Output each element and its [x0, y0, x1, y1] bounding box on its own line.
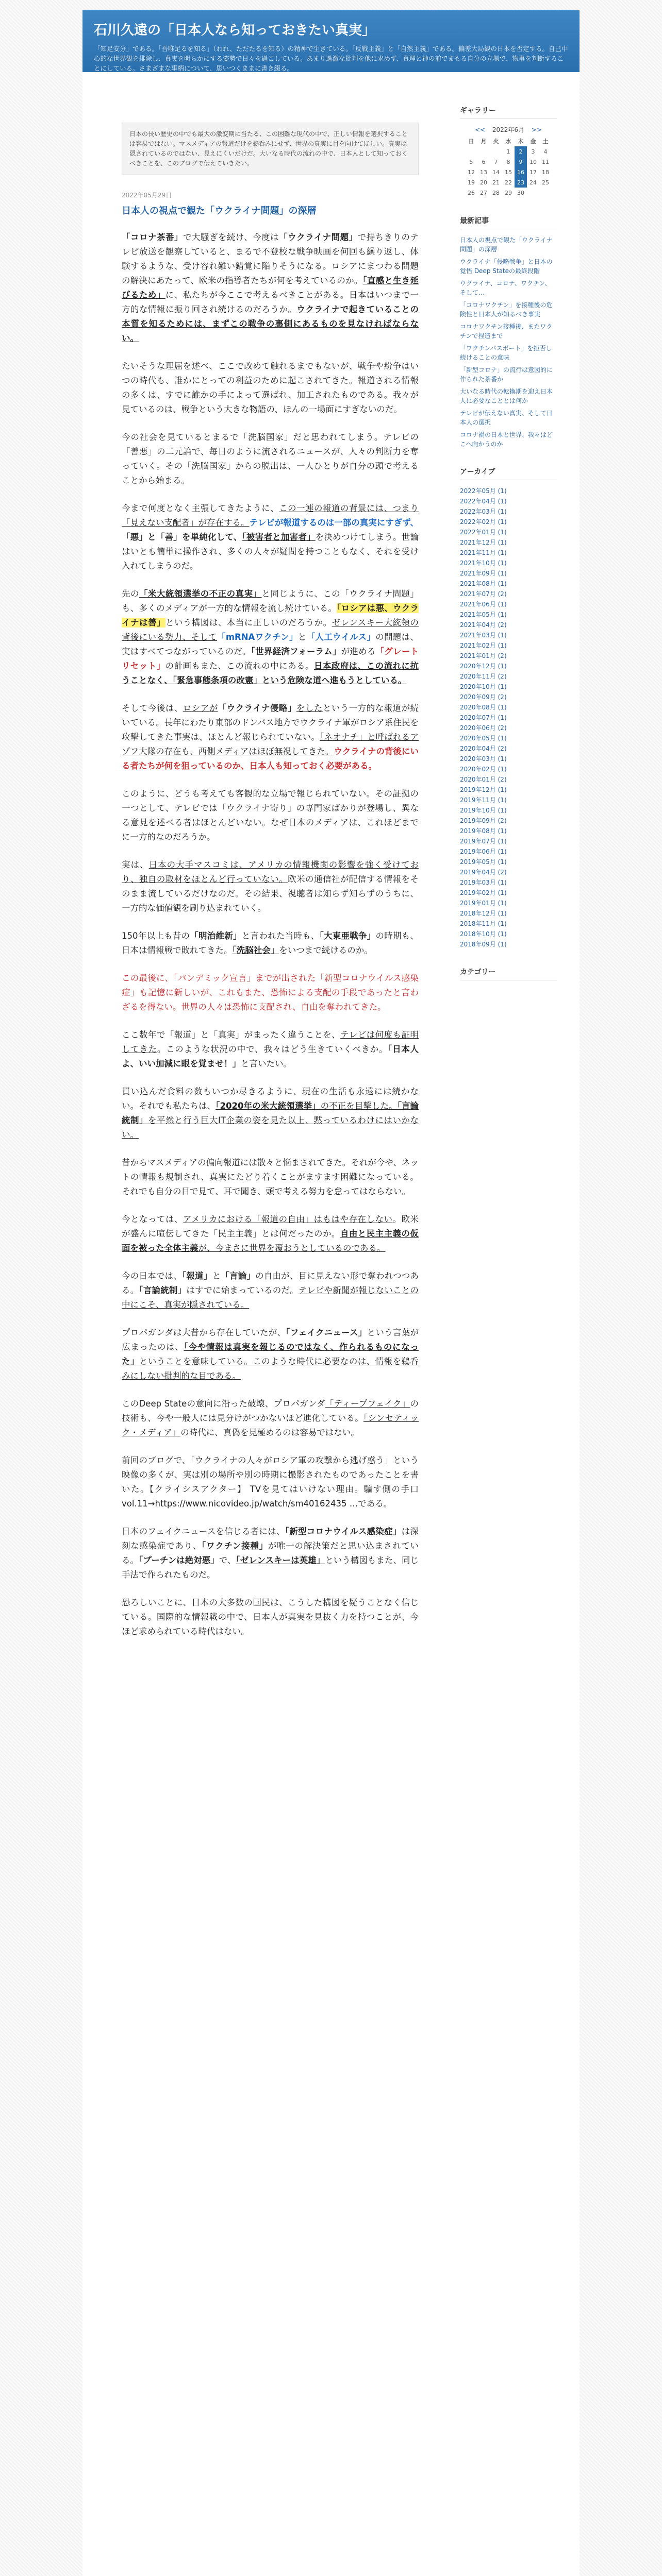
text: 「ネオナチ」と呼ばれるアゾフ大隊の存在も、西側メディアはほぼ無視してきた。 — [122, 732, 419, 756]
archive-link[interactable]: 2021年12月 (1) — [460, 539, 507, 546]
paragraph — [122, 230, 419, 346]
text: をした — [296, 703, 323, 713]
site-description: 「知足安分」である。「吾唯足るを知る」（われ、ただたるを知る）の精神で生きている。「反戦主義」と「自然主義」である。偏差大局観の日本を否定する。自己中心的な世界観を排除し、真実を明らかにする姿勢で日々を過ごしている。あまり過激な批判を他に求めず、真理と神の前でまもる自分の立場で、物事を判断することにしている。さまざまな事柄について、思いつくままに書き綴る。 — [94, 45, 568, 72]
archive-link[interactable]: 2021年06月 (1) — [460, 601, 507, 608]
text: ということを意味している。このような時代に必要なのは、情報を鵜呑みにしない批判的な目である。 — [122, 1357, 419, 1381]
text: を平然と行う巨大IT企業の姿を見た以上、黙っているわけにはいかない。 — [122, 1115, 419, 1140]
gallery-heading: ギャラリー — [460, 105, 557, 119]
emphasis: 「明治維新」 — [190, 931, 242, 941]
archive-link[interactable]: 2020年02月 (1) — [460, 766, 507, 773]
calendar-day[interactable]: 21 — [492, 179, 500, 186]
emphasis: 日本政府は、この流れに抗うことなく、「緊急事態条項の改憲」という危険な道へ進もうとしている。 — [122, 661, 419, 685]
weekday: 日 — [468, 138, 474, 145]
text: の時期も、日本は情報戦で敗れてきた。 — [122, 931, 419, 955]
calendar-day[interactable]: 2 — [515, 146, 527, 157]
emphasis: 「プーチンは絶対悪」 — [139, 1555, 219, 1565]
weekday: 土 — [542, 138, 549, 145]
emphasis: 「悪」と「善」を単純化して、 — [122, 532, 242, 542]
recent-post-link[interactable]: ウクライナ、コロナ、ワクチン、そして… — [460, 280, 551, 296]
calendar-day[interactable]: 29 — [505, 189, 512, 196]
text: に、私たちが今ここで考えるべきことがある。日本はいつまで一方的な情報に振り回され続けるのだろうか。 — [122, 290, 419, 314]
site-header — [82, 10, 580, 72]
archive-link[interactable]: 2019年08月 (1) — [460, 827, 507, 835]
weekday: 金 — [530, 138, 536, 145]
post-date: 2022年05月29日 — [122, 192, 172, 199]
paragraph — [122, 587, 419, 688]
calendar-day[interactable]: 17 — [529, 168, 537, 176]
text: ここ数年で「報道」と「真実」がまったく違うことを、 — [122, 1030, 341, 1040]
emphasis: ウクライナの背後にいる者たちが何を狙っているのか、日本人も知っておく必要がある。 — [122, 747, 419, 771]
emphasis: 「米大統領選挙の不正の真実」 — [139, 589, 262, 599]
emphasis: ウクライナで起きていることの本質を知るためには、まずこの戦争の裏側にあるものを見なければならない。 — [122, 304, 419, 343]
archive-link[interactable]: 2020年07月 (1) — [460, 714, 507, 721]
paragraph — [122, 1028, 419, 1071]
archive-link[interactable]: 2020年11月 (2) — [460, 673, 507, 680]
calendar-prev-link[interactable]: << — [474, 126, 486, 133]
archive-link[interactable]: 2018年11月 (1) — [460, 920, 507, 927]
archive-link[interactable]: 2021年10月 (1) — [460, 560, 507, 567]
calendar-day[interactable]: 6 — [482, 158, 486, 165]
text: 。欧米が盛んに喧伝してきた「民主主義」とは何だったのか。 — [122, 1214, 419, 1239]
text: テレビは何度も証明してきた — [122, 1030, 419, 1054]
emphasis: 「人工ウイルス」 — [306, 632, 376, 642]
paragraph — [122, 1397, 419, 1440]
weekday: 月 — [481, 138, 487, 145]
paragraph: 前回のブログで、「ウクライナの人々がロシア軍の攻撃から逃げ惑う」という映像の多くが、実は別の場所や別の時期に撮影されたものであったことを書いた。【クライシスアクター】 TVを見てはいけない理由。騙す側の手口 vol.11→https://www.nicovideo.jp/watch/sm40162435 …である。 — [122, 1455, 419, 1509]
text: 実は、 — [122, 860, 149, 870]
emphasis: 「新型コロナウイルス感染症」 — [285, 1527, 402, 1536]
text: と同じように、この「ウクライナ問題」も、多くのメディアが一方的な情報を流し続けている。 — [122, 589, 419, 613]
text: をいつまで続けるのか。 — [279, 945, 373, 955]
calendar-week — [465, 157, 552, 167]
text: が進める — [341, 647, 376, 656]
text: の時代に、真偽を見極めるのは容易ではない。 — [180, 1428, 359, 1437]
text: 「ディープフェイク」 — [325, 1399, 410, 1409]
paragraph: このように、どうも考えても客観的な立場で報じられていない。その証拠の一つとして、テレビでは「ウクライナ寄り」の専門家ばかりが登場し、異なる意見を述べる者はほとんどいない。なぜ日本のメディアは、これほどまでに一方的なのだろうか。 — [122, 789, 419, 842]
text: の不正を目撃した。 — [320, 1101, 398, 1111]
paragraph — [122, 1084, 419, 1142]
recent-post-link[interactable]: コロナ禍の日本と世界、我々はどこへ向かうのか — [460, 431, 553, 448]
text: ゼレンスキー大統領の背後にいる勢力、そして — [122, 618, 419, 642]
text: 日本の大手マスコミは、アメリカの情報機関の影響を強く受けており、独自の取材をほとんど行っていない。 — [122, 860, 419, 884]
archive-link[interactable]: 2021年08月 (1) — [460, 580, 507, 587]
text: はすでに始まっているのだ。 — [186, 1285, 299, 1295]
text: このDeep Stateの意向に沿った破壊、プロパガンダ — [122, 1399, 325, 1409]
text: 買い込んだ食料の数もいつか尽きるように、現在の生活も永遠には続かない。それでも私たちは、 — [122, 1087, 419, 1111]
calendar-day[interactable]: 7 — [494, 158, 498, 165]
calendar-day[interactable]: 1 — [506, 148, 510, 155]
text: 今となっては、 — [122, 1214, 183, 1224]
text: 150年以上も昔の — [122, 931, 190, 941]
emphasis: 「グレートリセット」 — [122, 647, 419, 671]
calendar-days — [465, 146, 552, 198]
emphasis: 「被害者と加害者」 — [242, 532, 316, 542]
text: ロシアが — [183, 703, 218, 713]
text: と — [297, 632, 307, 642]
archive-link[interactable]: 2019年06月 (1) — [460, 848, 507, 855]
emphasis: 「mRNAワクチン」 — [217, 632, 298, 642]
emphasis: 「日本人よ、いい加減に眼を覚ませ！」 — [122, 1044, 419, 1069]
recent-post-link[interactable]: 日本人の視点で観た「ウクライナ問題」の深層 — [460, 236, 553, 253]
text: そして今後は、 — [122, 703, 183, 713]
calendar-day[interactable]: 28 — [492, 189, 500, 196]
calendar-day[interactable]: 12 — [468, 168, 475, 176]
emphasis: 「報道」 — [181, 1271, 212, 1281]
calendar-day[interactable]: 14 — [492, 168, 500, 176]
text: という一方的な報道が続いている。長年にわたり東部のドンバス地方でウクライナ軍がロシア系住民を攻撃してきた事実は、ほとんど報じられていない。 — [122, 703, 419, 742]
emphasis: 「ワクチン接種」 — [202, 1541, 268, 1551]
archive-link[interactable]: 2019年09月 (2) — [460, 817, 507, 824]
text: という言葉が広まったのは、 — [122, 1328, 419, 1352]
calendar-month: 2022年6月 — [492, 126, 525, 133]
recent-post-link[interactable]: テレビが伝えない真実、そして日本人の選択 — [460, 410, 553, 426]
calendar-day[interactable]: 5 — [469, 158, 473, 165]
paragraph — [122, 701, 419, 773]
paragraph: 恐ろしいことに、日本の大多数の国民は、こうした構図を疑うことなく信じている。国際的な情報戦の中で、日本人が真実を見抜く力を持つことが、今ほど求められている時代はない。 — [122, 1598, 419, 1636]
emphasis: 自由と民主主義の仮面を被った全体主義 — [122, 1229, 419, 1253]
text: を決めつけてしまう。世論はいとも簡単に操作され、多くの人々が疑問を持つこともなく、それを受け入れてしまうのだ。 — [122, 532, 419, 571]
emphasis: 「フェイクニュース」 — [286, 1328, 367, 1337]
emphasis: 「今や情報は真実を報じるのではなく、作られるものになった」 — [122, 1342, 419, 1366]
main-column — [122, 123, 419, 1652]
calendar-day — [527, 188, 539, 198]
paragraph: 昔からマスメディアの偏向報道には散々と悩まされてきた。それが今や、ネットの情報も規制され、真実にたどり着くことがますます困難になっている。それでも自分の目で見て、耳で聞き、頭で考える努力を怠ってはならない。 — [122, 1158, 419, 1196]
text: 「シンセティック・メディア」 — [122, 1413, 419, 1437]
calendar-day[interactable]: 22 — [505, 179, 512, 186]
archive-link[interactable]: 2021年07月 (2) — [460, 590, 507, 598]
archive-link[interactable]: 2021年05月 (1) — [460, 611, 507, 618]
page-wrapper — [82, 10, 580, 2576]
text: は深刻な感染症であり、 — [122, 1527, 419, 1551]
paragraph: たいそうな理屈を述べ、ここで改めて触れるまでもないが、戦争や紛争はいつの時代も、誰かにとっての利益のために起こされてきた。報道される情報の多くは、すでに誰かの手によって選ばれ、加工されたものである。我々が見ているのは、戦争という大きな物語の、ほんの一場面にすぎないのだ。 — [122, 361, 419, 414]
calendar-day[interactable]: 20 — [480, 179, 487, 186]
weekday: 水 — [505, 138, 511, 145]
text: 先の — [122, 589, 139, 599]
archive-link[interactable]: 2019年01月 (1) — [460, 900, 507, 907]
calendar-day[interactable]: 23 — [515, 177, 527, 188]
emphasis: 「コロナ茶番」 — [122, 232, 183, 242]
text: 。このような状況の中で、我々はどう生きていくべきか。 — [157, 1044, 388, 1054]
archive-link[interactable]: 2020年10月 (1) — [460, 683, 507, 690]
emphasis: 「言論統制」 — [139, 1285, 187, 1295]
archive-link[interactable]: 2020年09月 (2) — [460, 693, 507, 701]
paragraph — [122, 929, 419, 958]
calendar-day[interactable]: 18 — [542, 168, 549, 176]
calendar-day[interactable]: 24 — [529, 179, 537, 186]
archive-link[interactable]: 2021年04月 (2) — [460, 621, 507, 629]
recent-post-link[interactable]: 大いなる時代の転換期を迎え日本人に必要なこととは何か — [460, 388, 553, 404]
archive-link[interactable]: 2020年03月 (1) — [460, 755, 507, 762]
archive-link[interactable]: 2021年09月 (1) — [460, 570, 507, 577]
emphasis: 「ウクライナ問題」 — [279, 232, 358, 242]
calendar — [460, 125, 557, 198]
archive-link[interactable]: 2018年09月 (1) — [460, 941, 507, 948]
text: が唯一の解決策だと思い込まされている。 — [122, 1541, 419, 1565]
calendar-day[interactable]: 26 — [468, 189, 475, 196]
emphasis: 「世界経済フォーラム」 — [251, 647, 341, 656]
calendar-day[interactable]: 3 — [531, 148, 535, 155]
recent-posts-list — [460, 235, 557, 449]
archive-link[interactable]: 2021年11月 (1) — [460, 549, 507, 556]
post-title[interactable]: 日本人の視点で観た「ウクライナ問題」の深層 — [122, 206, 317, 216]
archive-link[interactable]: 2020年05月 (1) — [460, 735, 507, 742]
text: という構図もまた、同じ手法で作られたものだ。 — [122, 1555, 419, 1580]
paragraph — [122, 501, 419, 573]
sidebar — [460, 105, 557, 987]
archive-link[interactable]: 2022年03月 (1) — [460, 508, 507, 515]
calendar-day — [477, 146, 490, 157]
text: と — [212, 1271, 221, 1281]
text: 日本のフェイクニュースを信じる者には、 — [122, 1527, 285, 1536]
recent-post-link[interactable]: コロナワクチン接種後、またワクチンで捏造まで — [460, 323, 553, 340]
calendar-week — [465, 177, 552, 188]
archive-link[interactable]: 2020年08月 (1) — [460, 704, 507, 711]
calendar-weekdays — [465, 136, 552, 146]
text: プロパガンダは大昔から存在していたが、 — [122, 1328, 286, 1337]
text: 今まで何度となく主張してきたように、 — [122, 503, 279, 513]
text: と言われた当時も、 — [241, 931, 320, 941]
text: が、今まさに世界を覆おうとしているのである。 — [198, 1243, 386, 1253]
calendar-day — [465, 146, 477, 157]
calendar-day[interactable]: 13 — [480, 168, 487, 176]
archive-link[interactable]: 2019年03月 (1) — [460, 879, 507, 886]
archive-link[interactable]: 2019年02月 (1) — [460, 889, 507, 896]
calendar-day[interactable]: 16 — [515, 167, 527, 177]
paragraph — [122, 1524, 419, 1582]
calendar-week — [465, 167, 552, 177]
calendar-day — [490, 146, 502, 157]
archive-link[interactable]: 2018年10月 (1) — [460, 930, 507, 938]
text: で、 — [219, 1555, 236, 1565]
calendar-week — [465, 146, 552, 157]
recent-heading: 最新記事 — [460, 215, 557, 229]
archive-link[interactable]: 2021年02月 (1) — [460, 642, 507, 649]
archive-list — [460, 486, 557, 949]
calendar-table — [465, 136, 552, 198]
emphasis: 「ロシアは悪、ウクライナは善」 — [122, 603, 419, 628]
archive-link[interactable]: 2020年04月 (2) — [460, 745, 507, 752]
intro-box: 日本の長い歴史の中でも最大の激変期に当たる、この困難な現代の中で、正しい情報を選択することは容易ではない。マスメディアの報道だけを鵜呑みにせず、世界の真実に目を向けてほしい。真実は隠されているのではない、見えにくいだけだ。大いなる時代の流れの中で、日本人として知っておくべきことを、このブログで伝えていきたい。 — [122, 123, 419, 175]
emphasis: 「ゼレンスキーは英雄」 — [236, 1555, 325, 1565]
archive-link[interactable]: 2018年12月 (1) — [460, 910, 507, 917]
archive-link[interactable]: 2020年01月 (2) — [460, 776, 507, 783]
archive-link[interactable]: 2019年12月 (1) — [460, 786, 507, 793]
text: で持ちきりのテレビ放送を観察していると、まるで不登校な戦争映画を何回も繰り返し、体験するような、受け容れ難い錯覚に陥りそうになる。ロシアにまつわる問題の解決にあたって、欧米の指導者たちが何を考えているのか。 — [122, 232, 419, 285]
recent-post-link[interactable]: 「新型コロナ」の流行は意図的に作られた茶番か — [460, 366, 553, 383]
text: の技術も、今や一般人には見分けがつかないほど進化している。 — [122, 1399, 419, 1423]
archive-link[interactable]: 2019年05月 (1) — [460, 858, 507, 866]
calendar-day[interactable]: 4 — [543, 148, 548, 155]
text: 今の日本では、 — [122, 1271, 182, 1281]
post-body — [122, 230, 419, 1639]
calendar-day[interactable]: 19 — [468, 179, 475, 186]
paragraph: 今の社会を見ているとまるで「洗脳国家」だと思われてしまう。テレビの「善悪」の二元論で、毎日のように流されるニュースが、人々の判断力を奪っていく。その「洗脳国家」からの脱出は、一人ひとりが自分の頭で考えることから始まる。 — [122, 432, 419, 485]
emphasis: 「ウクライナ侵略」 — [218, 703, 296, 713]
text: この一連の報道の背景には、つまり「見えない支配者」が存在する。 — [122, 503, 419, 528]
emphasis: 「大東亜戦争」 — [319, 931, 376, 941]
calendar-day[interactable]: 30 — [517, 189, 524, 196]
calendar-day[interactable]: 10 — [529, 158, 537, 165]
archive-link[interactable]: 2020年12月 (1) — [460, 663, 507, 670]
archive-link[interactable]: 2022年04月 (1) — [460, 498, 507, 505]
archive-link[interactable]: 2019年07月 (1) — [460, 838, 507, 845]
text: テレビや新聞が報じないことの中にこそ、真実が隠されている。 — [122, 1285, 419, 1310]
text: 欧米の通信社が配信する情報をそのまま流しているだけなのだ。その結果、視聴者は知らず知らずのうちに、一方的な価値観を刷り込まれていく。 — [122, 874, 419, 913]
calendar-day[interactable]: 27 — [480, 189, 487, 196]
recent-post-link[interactable]: 「ワクチンパスポート」を拒否し続けることの意味 — [460, 345, 552, 361]
archive-link[interactable]: 2021年03月 (1) — [460, 632, 507, 639]
archive-link[interactable]: 2021年01月 (2) — [460, 652, 507, 659]
emphasis: 「言論統制」 — [122, 1101, 419, 1125]
calendar-week — [465, 188, 552, 198]
archive-link[interactable]: 2019年11月 (1) — [460, 796, 507, 804]
paragraph — [122, 1326, 419, 1383]
archive-link[interactable]: 2022年02月 (1) — [460, 518, 507, 526]
archive-link[interactable]: 2019年10月 (1) — [460, 807, 507, 814]
category-heading: カテゴリー — [460, 967, 557, 980]
paragraph: この最後に、「パンデミック宣言」までが出された「新型コロナウイルス感染症」も記憶に新しいが、これもまた、恐怖による支配の手段であったと言わざるを得ない。世界の人々は恐怖に支配され、自由を奪われてきた。 — [122, 973, 419, 1012]
archive-heading: アーカイブ — [460, 466, 557, 480]
text: の計画もまた、この流れの中にある。 — [165, 661, 314, 671]
calendar-next-link[interactable]: >> — [531, 126, 542, 133]
calendar-day[interactable]: 25 — [542, 179, 549, 186]
text: と言いたい。 — [241, 1059, 292, 1069]
text: アメリカにおける「報道の自由」はもはや存在しない — [183, 1214, 393, 1224]
paragraph — [122, 1212, 419, 1256]
calendar-day[interactable]: 8 — [506, 158, 510, 165]
emphasis: 「洗脳社会」 — [232, 945, 279, 955]
recent-post-link[interactable]: ウクライナ「侵略戦争」と日本の覚悟 Deep Stateの最終段階 — [460, 258, 553, 275]
emphasis: 「2020年の米大統領選挙」 — [216, 1101, 321, 1111]
calendar-day[interactable]: 9 — [515, 157, 527, 167]
emphasis: テレビが報道するのは一部の真実にすぎず、 — [249, 518, 419, 528]
emphasis: 「言論」 — [221, 1271, 256, 1281]
site-title[interactable]: 石川久遠の「日本人なら知っておきたい真実」 — [94, 23, 376, 38]
weekday: 火 — [493, 138, 499, 145]
text: の自由が、目に見えない形で奪われつつある。 — [122, 1271, 419, 1295]
archive-link[interactable]: 2019年04月 (2) — [460, 869, 507, 876]
archive-link[interactable]: 2022年05月 (1) — [460, 487, 507, 495]
paragraph — [122, 1269, 419, 1312]
calendar-day — [539, 188, 552, 198]
text: で大騒ぎを続け、今度は — [183, 232, 279, 242]
emphasis: 「直感と生き延びるため」 — [122, 276, 419, 300]
paragraph — [122, 858, 419, 916]
text: という構図は、本当に正しいのだろうか。 — [165, 618, 332, 628]
recent-post-link[interactable]: 「コロナワクチン」を接種後の危険性と日本人が知るべき事実 — [460, 301, 553, 318]
weekday: 木 — [518, 138, 524, 145]
text: の問題は、実はすべてつながっているのだ。 — [122, 632, 419, 656]
calendar-caption — [460, 125, 557, 134]
archive-link[interactable]: 2022年01月 (1) — [460, 529, 507, 536]
calendar-day[interactable]: 11 — [542, 158, 549, 165]
archive-link[interactable]: 2020年06月 (2) — [460, 724, 507, 732]
calendar-day[interactable]: 15 — [505, 168, 512, 176]
